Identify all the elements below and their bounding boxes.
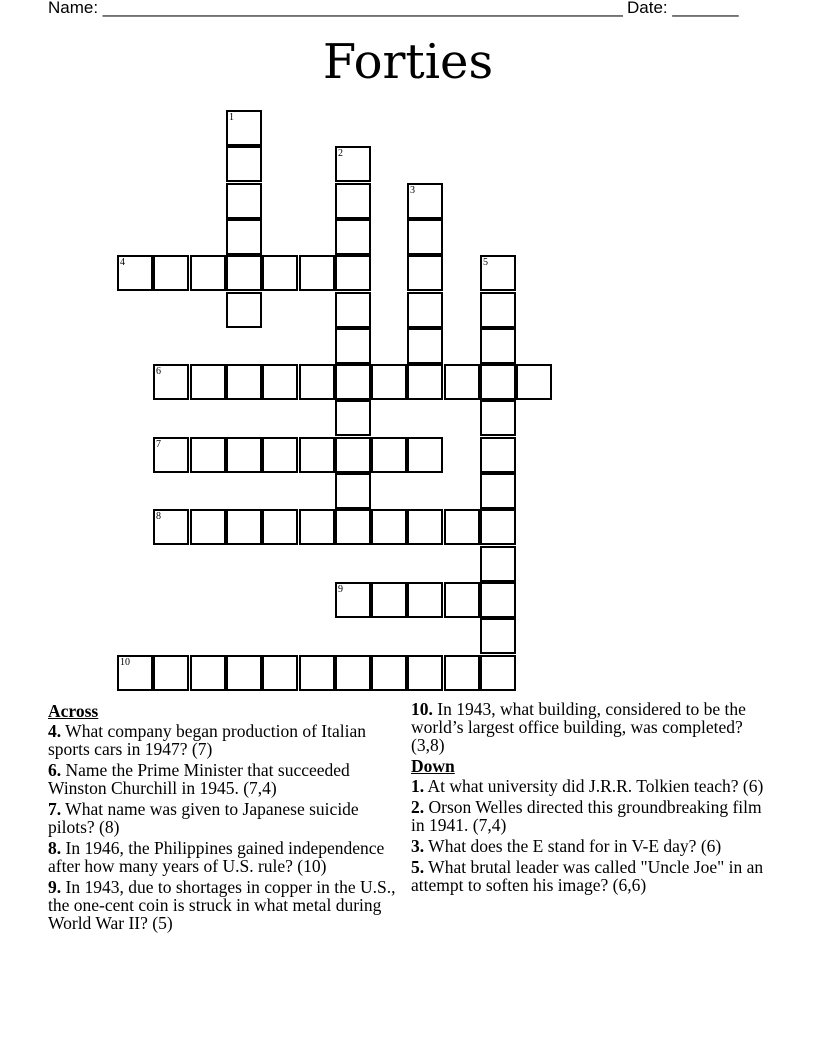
grid-cell[interactable] [407, 219, 443, 255]
grid-cell[interactable] [407, 292, 443, 328]
clue-across-6 [48, 761, 400, 797]
grid-cell[interactable] [226, 255, 262, 291]
grid-cell[interactable] [335, 183, 371, 219]
grid-cell[interactable] [299, 437, 335, 473]
grid-cell[interactable] [407, 183, 443, 219]
grid-cell[interactable] [226, 292, 262, 328]
page-title: Forties [322, 34, 494, 90]
grid-cell[interactable] [335, 473, 371, 509]
clue-text: In 1943, due to shortages in copper in the U.S., the one-cent coin is struck in what metal during World War II? (5) [48, 877, 396, 933]
grid-cell[interactable] [335, 219, 371, 255]
clue-down-2 [411, 798, 773, 834]
clue-number: 9. [48, 877, 62, 897]
grid-cell[interactable] [262, 437, 298, 473]
grid-cell[interactable] [190, 364, 226, 400]
clue-text: Name the Prime Minister that succeeded Winston Churchill in 1945. (7,4) [48, 760, 350, 798]
grid-cell[interactable] [407, 255, 443, 291]
clue-across-7 [48, 800, 400, 836]
clue-number: 3. [411, 836, 425, 856]
grid-cell[interactable] [480, 328, 516, 364]
clue-text: What does the E stand for in V-E day? (6) [424, 836, 722, 856]
grid-cell[interactable] [480, 292, 516, 328]
grid-cell[interactable] [335, 328, 371, 364]
grid-cell[interactable] [335, 655, 371, 691]
clue-number-label: 3 [410, 185, 415, 196]
clue-across-9 [48, 878, 400, 932]
grid-cell[interactable] [117, 655, 153, 691]
clue-number-label: 1 [229, 112, 234, 123]
grid-cell[interactable] [335, 437, 371, 473]
grid-cell[interactable] [407, 582, 443, 618]
grid-cell[interactable] [335, 292, 371, 328]
clue-number-label: 4 [120, 257, 125, 268]
clue-number: 1. [411, 776, 425, 796]
clue-number-label: 9 [338, 584, 343, 595]
grid-cell[interactable] [262, 364, 298, 400]
clue-number: 5. [411, 857, 425, 877]
grid-cell[interactable] [371, 655, 407, 691]
grid-cell[interactable] [371, 437, 407, 473]
grid-cell[interactable] [153, 255, 189, 291]
clue-down-5 [411, 858, 773, 894]
grid-cell[interactable] [153, 437, 189, 473]
grid-cell[interactable] [335, 364, 371, 400]
clue-text: Orson Welles directed this groundbreaking film in 1941. (7,4) [411, 797, 762, 835]
grid-cell[interactable] [299, 509, 335, 545]
clue-text: What company began production of Italian sports cars in 1947? (7) [48, 721, 366, 759]
name-field[interactable]: Name: _______________________________________________________ [48, 0, 623, 17]
grid-cell[interactable] [407, 509, 443, 545]
grid-cell[interactable] [262, 655, 298, 691]
clue-number: 6. [48, 760, 62, 780]
clue-number: 10. [411, 699, 433, 719]
grid-cell[interactable] [153, 364, 189, 400]
clues-column-right [411, 700, 773, 897]
clue-across-4 [48, 722, 400, 758]
grid-cell[interactable] [407, 364, 443, 400]
grid-cell[interactable] [480, 582, 516, 618]
clue-text: In 1943, what building, considered to be the world’s largest office building, was completed? (3,8) [411, 699, 746, 755]
clue-number-label: 7 [156, 439, 161, 450]
grid-cell[interactable] [516, 364, 552, 400]
clue-text: In 1946, the Philippines gained independence after how many years of U.S. rule? (10) [48, 838, 385, 876]
grid-cell[interactable] [226, 219, 262, 255]
clue-number: 8. [48, 838, 62, 858]
down-heading: Down [411, 756, 455, 776]
clue-text: What brutal leader was called "Uncle Joe" in an attempt to soften his image? (6,6) [411, 857, 764, 895]
grid-cell[interactable] [299, 255, 335, 291]
grid-cell[interactable] [480, 655, 516, 691]
grid-cell[interactable] [335, 255, 371, 291]
grid-cell[interactable] [444, 509, 480, 545]
grid-cell[interactable] [226, 110, 262, 146]
clue-text: At what university did J.R.R. Tolkien teach? (6) [424, 776, 764, 796]
clue-number-label: 5 [483, 257, 488, 268]
clue-number-label: 6 [156, 366, 161, 377]
grid-cell[interactable] [444, 364, 480, 400]
grid-cell[interactable] [299, 655, 335, 691]
grid-cell[interactable] [262, 509, 298, 545]
grid-cell[interactable] [226, 183, 262, 219]
grid-cell[interactable] [371, 364, 407, 400]
grid-cell[interactable] [444, 655, 480, 691]
grid-cell[interactable] [226, 509, 262, 545]
grid-cell[interactable] [480, 546, 516, 582]
grid-cell[interactable] [190, 509, 226, 545]
grid-cell[interactable] [444, 582, 480, 618]
grid-cell[interactable] [335, 582, 371, 618]
grid-cell[interactable] [407, 655, 443, 691]
clue-number-label: 2 [338, 148, 343, 159]
grid-cell[interactable] [190, 255, 226, 291]
grid-cell[interactable] [299, 364, 335, 400]
grid-cell[interactable] [153, 509, 189, 545]
grid-cell[interactable] [262, 255, 298, 291]
grid-cell[interactable] [480, 618, 516, 654]
grid-cell[interactable] [335, 509, 371, 545]
clue-down-3 [411, 837, 773, 855]
grid-cell[interactable] [480, 437, 516, 473]
clue-across-8 [48, 839, 400, 875]
clue-number: 4. [48, 721, 62, 741]
grid-cell[interactable] [190, 655, 226, 691]
grid-cell[interactable] [480, 364, 516, 400]
grid-cell[interactable] [480, 473, 516, 509]
grid-cell[interactable] [407, 437, 443, 473]
grid-cell[interactable] [226, 437, 262, 473]
grid-cell[interactable] [226, 146, 262, 182]
date-field[interactable]: Date: _______ [627, 0, 739, 17]
grid-cell[interactable] [153, 655, 189, 691]
grid-cell[interactable] [480, 509, 516, 545]
grid-cell[interactable] [335, 400, 371, 436]
across-heading: Across [48, 701, 99, 721]
clue-text: What name was given to Japanese suicide pilots? (8) [48, 799, 359, 837]
grid-cell[interactable] [117, 255, 153, 291]
grid-cell[interactable] [335, 146, 371, 182]
clue-number-label: 10 [120, 657, 130, 668]
clue-number-label: 8 [156, 511, 161, 522]
grid-cell[interactable] [371, 509, 407, 545]
clues-column-left [48, 700, 400, 935]
clue-across-10 [411, 700, 773, 754]
grid-cell[interactable] [226, 655, 262, 691]
grid-cell[interactable] [480, 255, 516, 291]
clue-down-1 [411, 777, 773, 795]
grid-cell[interactable] [226, 364, 262, 400]
grid-cell[interactable] [407, 328, 443, 364]
clue-number: 7. [48, 799, 62, 819]
clue-number: 2. [411, 797, 425, 817]
grid-cell[interactable] [371, 582, 407, 618]
grid-cell[interactable] [480, 400, 516, 436]
grid-cell[interactable] [190, 437, 226, 473]
